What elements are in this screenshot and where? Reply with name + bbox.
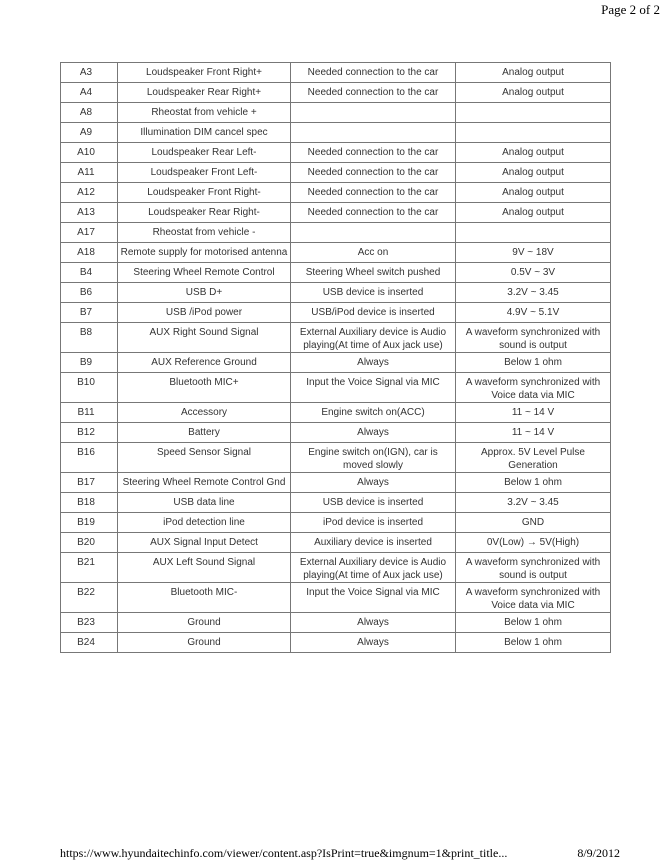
condition-cell: Engine switch on(IGN), car is moved slowly bbox=[291, 443, 456, 473]
table-row bbox=[61, 403, 611, 423]
table-row bbox=[61, 323, 611, 353]
value-cell: 0V(Low) → 5V(High) bbox=[456, 533, 611, 553]
signal-cell: Illumination DIM cancel spec bbox=[118, 123, 291, 143]
signal-cell: Remote supply for motorised antenna bbox=[118, 243, 291, 263]
signal-cell: Ground bbox=[118, 633, 291, 653]
signal-cell: USB D+ bbox=[118, 283, 291, 303]
value-cell: Below 1 ohm bbox=[456, 473, 611, 493]
value-cell: 11 ~ 14 V bbox=[456, 423, 611, 443]
table-row bbox=[61, 203, 611, 223]
pin-cell: B21 bbox=[61, 553, 118, 583]
table-row bbox=[61, 103, 611, 123]
pin-cell: B4 bbox=[61, 263, 118, 283]
table-row bbox=[61, 513, 611, 533]
pin-cell: B8 bbox=[61, 323, 118, 353]
condition-cell: Auxiliary device is inserted bbox=[291, 533, 456, 553]
table-row bbox=[61, 353, 611, 373]
signal-cell: Loudspeaker Front Right+ bbox=[118, 63, 291, 83]
value-cell: GND bbox=[456, 513, 611, 533]
table-row bbox=[61, 223, 611, 243]
table-row bbox=[61, 243, 611, 263]
value-cell bbox=[456, 103, 611, 123]
signal-cell: Accessory bbox=[118, 403, 291, 423]
pin-cell: A9 bbox=[61, 123, 118, 143]
value-cell: 11 ~ 14 V bbox=[456, 403, 611, 423]
condition-cell bbox=[291, 223, 456, 243]
condition-cell: Needed connection to the car bbox=[291, 203, 456, 223]
value-cell: Analog output bbox=[456, 203, 611, 223]
value-cell bbox=[456, 123, 611, 143]
condition-cell bbox=[291, 103, 456, 123]
value-cell: Analog output bbox=[456, 143, 611, 163]
signal-cell: USB /iPod power bbox=[118, 303, 291, 323]
condition-cell: iPod device is inserted bbox=[291, 513, 456, 533]
signal-cell: Ground bbox=[118, 613, 291, 633]
condition-cell: Needed connection to the car bbox=[291, 83, 456, 103]
signal-cell: Steering Wheel Remote Control bbox=[118, 263, 291, 283]
condition-cell: Engine switch on(ACC) bbox=[291, 403, 456, 423]
table-row bbox=[61, 263, 611, 283]
signal-cell: AUX Signal Input Detect bbox=[118, 533, 291, 553]
table-row bbox=[61, 183, 611, 203]
condition-cell: Always bbox=[291, 353, 456, 373]
table-row bbox=[61, 283, 611, 303]
signal-cell: Loudspeaker Front Right- bbox=[118, 183, 291, 203]
table-row bbox=[61, 163, 611, 183]
condition-cell: Needed connection to the car bbox=[291, 143, 456, 163]
table-row bbox=[61, 583, 611, 613]
value-cell: Analog output bbox=[456, 63, 611, 83]
pin-cell: A12 bbox=[61, 183, 118, 203]
condition-cell: Input the Voice Signal via MIC bbox=[291, 373, 456, 403]
signal-cell: Loudspeaker Front Left- bbox=[118, 163, 291, 183]
pin-cell: B6 bbox=[61, 283, 118, 303]
signal-cell: Loudspeaker Rear Left- bbox=[118, 143, 291, 163]
value-cell: 4.9V ~ 5.1V bbox=[456, 303, 611, 323]
footer-date: 8/9/2012 bbox=[577, 846, 620, 860]
value-cell: A waveform synchronized with Voice data via MIC bbox=[456, 373, 611, 403]
table-row bbox=[61, 423, 611, 443]
table-row bbox=[61, 123, 611, 143]
condition-cell bbox=[291, 123, 456, 143]
table-row bbox=[61, 533, 611, 553]
pin-cell: B12 bbox=[61, 423, 118, 443]
condition-cell: Needed connection to the car bbox=[291, 183, 456, 203]
signal-cell: Speed Sensor Signal bbox=[118, 443, 291, 473]
value-cell: Approx. 5V Level Pulse Generation bbox=[456, 443, 611, 473]
value-cell: A waveform synchronized with sound is output bbox=[456, 553, 611, 583]
value-cell: 0.5V ~ 3V bbox=[456, 263, 611, 283]
table-row bbox=[61, 613, 611, 633]
value-cell bbox=[456, 223, 611, 243]
signal-cell: Rheostat from vehicle + bbox=[118, 103, 291, 123]
pin-cell: B18 bbox=[61, 493, 118, 513]
condition-cell: Always bbox=[291, 473, 456, 493]
condition-cell: USB/iPod device is inserted bbox=[291, 303, 456, 323]
table-row bbox=[61, 373, 611, 403]
table-row bbox=[61, 633, 611, 653]
signal-cell: Bluetooth MIC- bbox=[118, 583, 291, 613]
pin-cell: B11 bbox=[61, 403, 118, 423]
value-cell: A waveform synchronized with sound is output bbox=[456, 323, 611, 353]
pin-cell: A4 bbox=[61, 83, 118, 103]
value-cell: Below 1 ohm bbox=[456, 613, 611, 633]
pin-cell: B22 bbox=[61, 583, 118, 613]
signal-cell: Loudspeaker Rear Right- bbox=[118, 203, 291, 223]
value-cell: Analog output bbox=[456, 163, 611, 183]
table-row bbox=[61, 553, 611, 583]
signal-cell: Loudspeaker Rear Right+ bbox=[118, 83, 291, 103]
value-cell: Analog output bbox=[456, 183, 611, 203]
pin-cell: B7 bbox=[61, 303, 118, 323]
signal-cell: iPod detection line bbox=[118, 513, 291, 533]
condition-cell: External Auxiliary device is Audio playing(At time of Aux jack use) bbox=[291, 323, 456, 353]
footer-url: https://www.hyundaitechinfo.com/viewer/content.asp?IsPrint=true&imgnum=1&print_title... bbox=[60, 846, 508, 860]
signal-cell: Bluetooth MIC+ bbox=[118, 373, 291, 403]
signal-cell: AUX Left Sound Signal bbox=[118, 553, 291, 583]
signal-cell: AUX Reference Ground bbox=[118, 353, 291, 373]
signal-cell: USB data line bbox=[118, 493, 291, 513]
table-row bbox=[61, 143, 611, 163]
pin-cell: A13 bbox=[61, 203, 118, 223]
condition-cell: Always bbox=[291, 633, 456, 653]
table-row bbox=[61, 443, 611, 473]
pin-cell: A17 bbox=[61, 223, 118, 243]
signal-cell: Rheostat from vehicle - bbox=[118, 223, 291, 243]
table-row bbox=[61, 63, 611, 83]
condition-cell: External Auxiliary device is Audio playing(At time of Aux jack use) bbox=[291, 553, 456, 583]
condition-cell: Steering Wheel switch pushed bbox=[291, 263, 456, 283]
signal-cell: AUX Right Sound Signal bbox=[118, 323, 291, 353]
value-cell: Below 1 ohm bbox=[456, 633, 611, 653]
condition-cell: Needed connection to the car bbox=[291, 63, 456, 83]
table-row bbox=[61, 303, 611, 323]
value-cell: 3.2V ~ 3.45 bbox=[456, 283, 611, 303]
condition-cell: Always bbox=[291, 423, 456, 443]
pin-cell: B17 bbox=[61, 473, 118, 493]
connector-pin-table bbox=[60, 62, 611, 653]
pin-cell: A8 bbox=[61, 103, 118, 123]
table-row bbox=[61, 83, 611, 103]
condition-cell: Input the Voice Signal via MIC bbox=[291, 583, 456, 613]
value-cell: 9V ~ 18V bbox=[456, 243, 611, 263]
pin-cell: A11 bbox=[61, 163, 118, 183]
pin-cell: B9 bbox=[61, 353, 118, 373]
condition-cell: Always bbox=[291, 613, 456, 633]
pin-cell: B10 bbox=[61, 373, 118, 403]
condition-cell: USB device is inserted bbox=[291, 283, 456, 303]
pin-cell: A3 bbox=[61, 63, 118, 83]
condition-cell: Needed connection to the car bbox=[291, 163, 456, 183]
condition-cell: USB device is inserted bbox=[291, 493, 456, 513]
value-cell: Below 1 ohm bbox=[456, 353, 611, 373]
table-row bbox=[61, 473, 611, 493]
value-cell: Analog output bbox=[456, 83, 611, 103]
page-number: Page 2 of 2 bbox=[601, 2, 660, 17]
condition-cell: Acc on bbox=[291, 243, 456, 263]
pin-cell: B19 bbox=[61, 513, 118, 533]
table-row bbox=[61, 493, 611, 513]
pin-cell: A18 bbox=[61, 243, 118, 263]
pin-cell: B24 bbox=[61, 633, 118, 653]
pin-cell: B23 bbox=[61, 613, 118, 633]
signal-cell: Battery bbox=[118, 423, 291, 443]
value-cell: 3.2V ~ 3.45 bbox=[456, 493, 611, 513]
signal-cell: Steering Wheel Remote Control Gnd bbox=[118, 473, 291, 493]
pin-cell: B16 bbox=[61, 443, 118, 473]
pin-cell: A10 bbox=[61, 143, 118, 163]
pin-cell: B20 bbox=[61, 533, 118, 553]
value-cell: A waveform synchronized with Voice data via MIC bbox=[456, 583, 611, 613]
